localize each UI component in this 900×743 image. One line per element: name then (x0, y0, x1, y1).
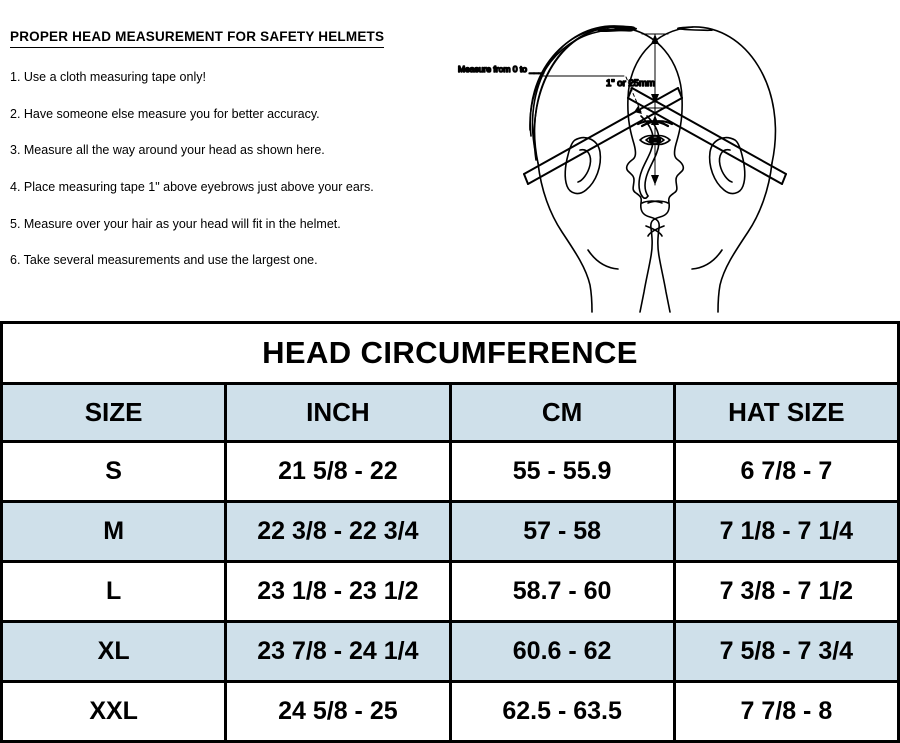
list-item: 2. Have someone else measure you for better accuracy. (10, 106, 320, 121)
cell-cm: 55 - 55.9 (450, 442, 674, 502)
cell-size: XXL (2, 682, 226, 742)
table-title-row (2, 323, 899, 384)
cell-inch: 24 5/8 - 25 (226, 682, 450, 742)
diagram-label-measure-from: Measure from 0 to ___ (458, 64, 544, 74)
list-item: 1. Use a cloth measuring tape only! (10, 70, 206, 84)
cell-cm: 57 - 58 (450, 502, 674, 562)
diagram-label-one-inch: 1" or 25mm (606, 78, 655, 89)
table-row (2, 442, 899, 502)
cell-cm: 60.6 - 62 (450, 622, 674, 682)
table-title: HEAD CIRCUMFERENCE (2, 323, 899, 384)
cell-inch: 23 1/8 - 23 1/2 (226, 562, 450, 622)
cell-hat: 7 3/8 - 7 1/2 (674, 562, 898, 622)
cell-inch: 22 3/8 - 22 3/4 (226, 502, 450, 562)
cell-inch: 21 5/8 - 22 (226, 442, 450, 502)
cell-size: M (2, 502, 226, 562)
head-profile-right (627, 27, 786, 312)
measurement-instructions (10, 28, 410, 290)
cell-size: L (2, 562, 226, 622)
cell-hat: 7 5/8 - 7 3/4 (674, 622, 898, 682)
table-header-row (2, 384, 899, 442)
table-row (2, 682, 899, 742)
head-measurement-diagram (410, 0, 900, 320)
cell-hat: 6 7/8 - 7 (674, 442, 898, 502)
instructions-and-diagram-area (0, 0, 900, 320)
cell-hat: 7 7/8 - 8 (674, 682, 898, 742)
column-header-cm: CM (450, 384, 674, 442)
column-header-inch: INCH (226, 384, 450, 442)
column-header-hat-size: HAT SIZE (674, 384, 898, 442)
table-row (2, 502, 899, 562)
list-item: 5. Measure over your hair as your head will fit in the helmet. (10, 216, 341, 231)
cell-cm: 62.5 - 63.5 (450, 682, 674, 742)
head-profile-left (524, 26, 683, 312)
cell-hat: 7 1/8 - 7 1/4 (674, 502, 898, 562)
instructions-title: PROPER HEAD MEASUREMENT FOR SAFETY HELMETS (10, 29, 384, 48)
cell-cm: 58.7 - 60 (450, 562, 674, 622)
head-circumference-table (0, 321, 900, 743)
table-row (2, 622, 899, 682)
list-item: 6. Take several measurements and use the largest one. (10, 253, 318, 268)
cell-inch: 23 7/8 - 24 1/4 (226, 622, 450, 682)
list-item: 4. Place measuring tape 1" above eyebrows just above your ears. (10, 179, 374, 194)
cell-size: S (2, 442, 226, 502)
column-header-size: SIZE (2, 384, 226, 442)
cell-size: XL (2, 622, 226, 682)
instructions-list (10, 70, 410, 269)
table-row (2, 562, 899, 622)
list-item: 3. Measure all the way around your head as shown here. (10, 143, 325, 158)
